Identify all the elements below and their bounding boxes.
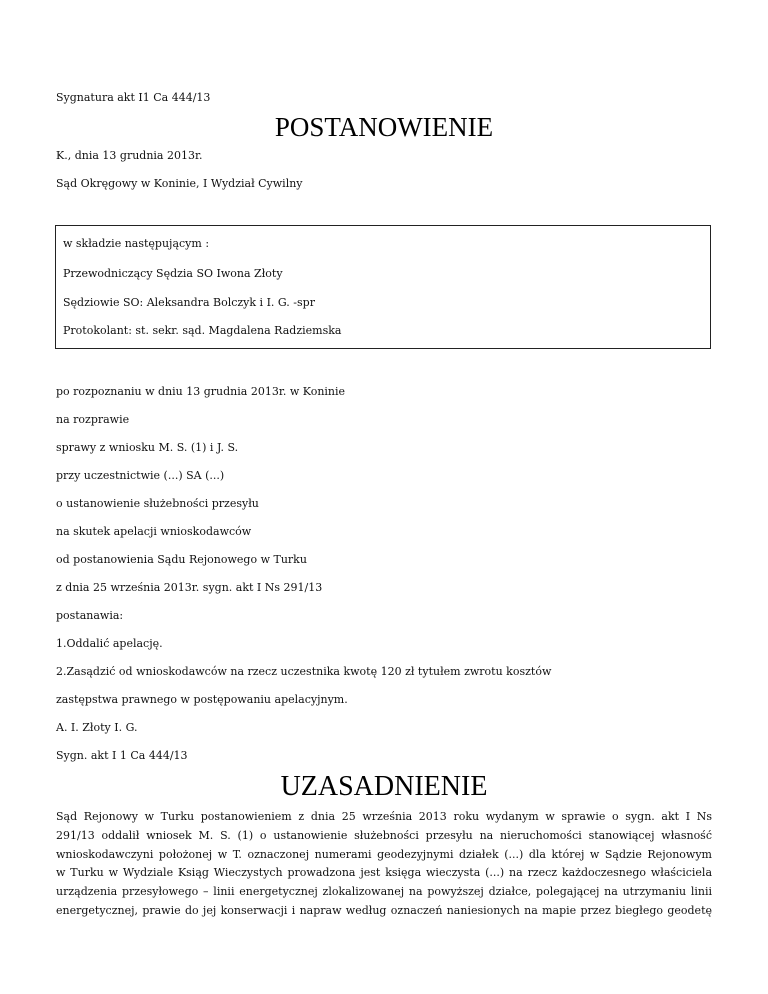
ruling-label: postanawia:: [56, 609, 124, 622]
proceeding-line: przy uczestnictwie (...) SA (...): [56, 469, 225, 482]
proceeding-line: po rozpoznaniu w dniu 13 grudnia 2013r. w Koninie: [56, 385, 346, 398]
clerk-line: Protokolant: st. sekr. sąd. Magdalena Radziemska: [63, 324, 342, 337]
justification-line: 291/13 oddalił wniosek M. S. (1) o ustanowienie służebności przesyłu na nieruchomości stanowiącej własność: [56, 829, 712, 842]
case-number: Sygn. akt I 1 Ca 444/13: [56, 749, 188, 762]
proceeding-line: na skutek apelacji wnioskodawców: [56, 525, 252, 538]
presiding-judge: Przewodniczący Sędzia SO Iwona Złoty: [63, 267, 283, 280]
court-composition-box: [55, 225, 711, 349]
ruling-point-2: 2.Zasądzić od wnioskodawców na rzecz uczestnika kwotę 120 zł tytułem zwrotu kosztów: [56, 665, 552, 678]
case-signature: Sygnatura akt I1 Ca 444/13: [56, 91, 211, 104]
ruling-point-2-continued: zastępstwa prawnego w postępowaniu apelacyjnym.: [56, 693, 348, 706]
justification-line: Sąd Rejonowy w Turku postanowieniem z dnia 25 września 2013 roku wydanym w sprawie o sygn. akt I Ns: [56, 810, 712, 823]
ruling-point-1: 1.Oddalić apelację.: [56, 637, 163, 650]
justification-line: wnioskodawczyni położonej w T. oznaczonej numerami geodezyjnymi działek (...) dla której w Sądzie Rejonowym: [56, 848, 712, 861]
justification-line: urządzenia przesyłowego – linii energetycznej zlokalizowanej na powyższej działce, polegającej na utrzymaniu linii: [56, 885, 712, 898]
proceeding-line: z dnia 25 września 2013r. sygn. akt I Ns 291/13: [56, 581, 323, 594]
proceeding-line: o ustanowienie służebności przesyłu: [56, 497, 259, 510]
justification-line: energetycznej, prawie do jej konserwacji i napraw według oznaczeń naniesionych na mapie przez biegłego geodetę: [56, 904, 712, 917]
judges-line: Sędziowie SO: Aleksandra Bolczyk i I. G. -spr: [63, 296, 315, 309]
proceeding-line: na rozprawie: [56, 413, 130, 426]
proceeding-line: sprawy z wniosku M. S. (1) i J. S.: [56, 441, 239, 454]
judges-signatures: A. I. Złoty I. G.: [56, 721, 138, 734]
proceeding-line: od postanowienia Sądu Rejonowego w Turku: [56, 553, 307, 566]
justification-line: w Turku w Wydziale Ksiąg Wieczystych prowadzona jest księga wieczysta (...) na rzecz każdoczesnego właściciela: [56, 866, 712, 879]
date-line: K., dnia 13 grudnia 2013r.: [56, 149, 203, 162]
document-title: POSTANOWIENIE: [274, 112, 494, 142]
court-line: Sąd Okręgowy w Koninie, I Wydział Cywilny: [56, 177, 303, 190]
composition-intro: w składzie następującym :: [63, 237, 210, 250]
justification-title: UZASADNIENIE: [280, 771, 488, 802]
